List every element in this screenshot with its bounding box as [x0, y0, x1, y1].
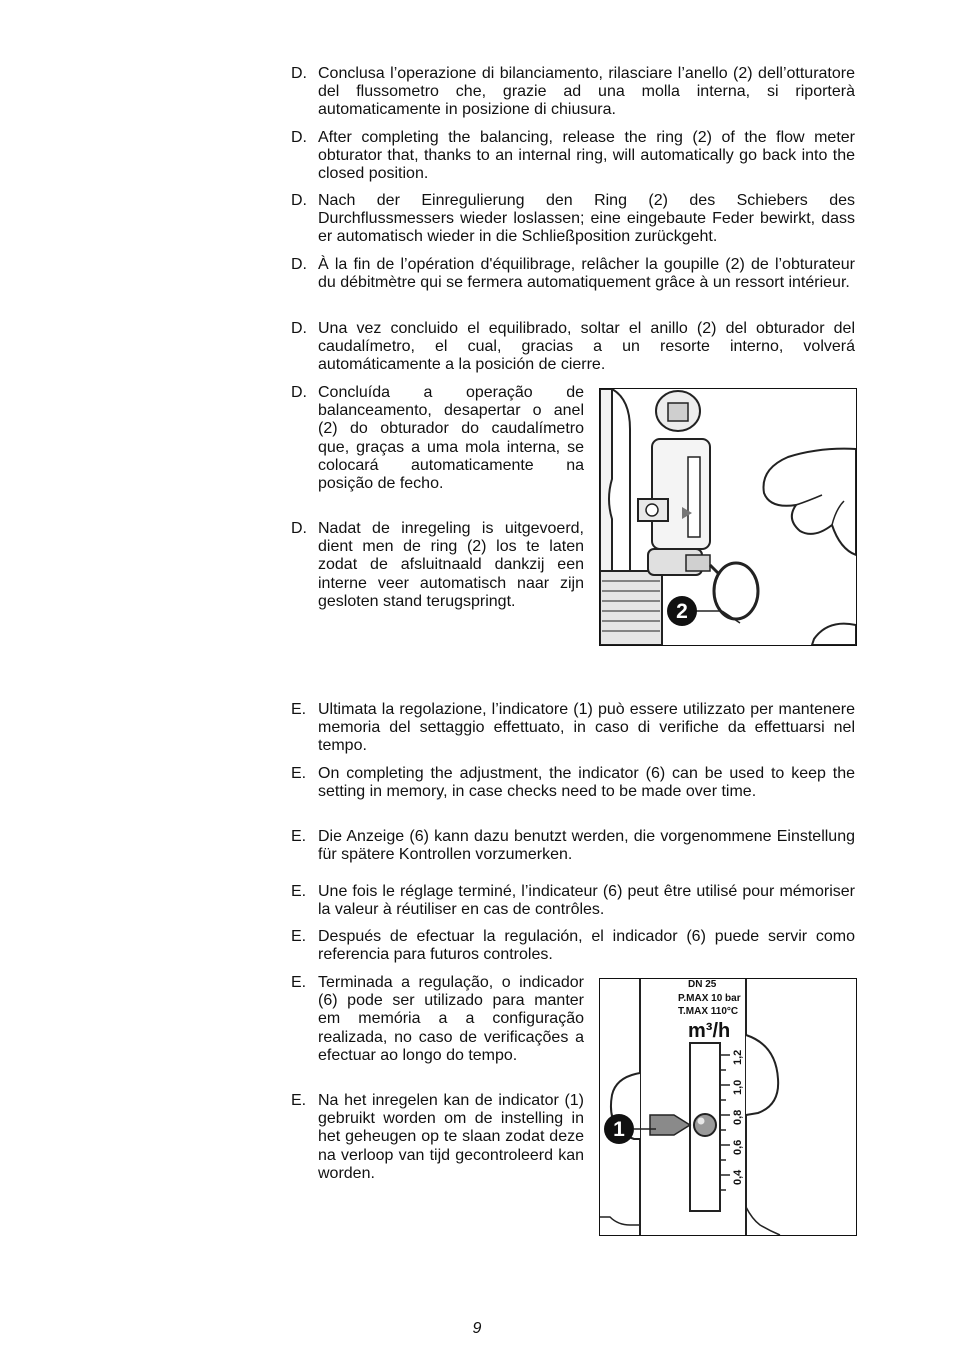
- paragraph-text: À la fin de l’opération d'équilibrage, relâcher la goupille (2) de l’obturateur du débitmètre qui se fermera automatiquement grâce à un ressort intérieur.: [318, 256, 855, 292]
- paragraph-d-pt: [291, 384, 584, 493]
- paragraph-text: Une fois le réglage terminé, l’indicateur (6) peut être utilisé pour mémoriser la valeur à réutiliser en cas de contrôles.: [318, 883, 855, 919]
- item-letter: D.: [291, 384, 307, 401]
- paragraph-e-fr: [291, 883, 855, 919]
- item-letter: E.: [291, 928, 307, 945]
- scale-label-0-6: 0,6: [732, 1139, 744, 1155]
- callout-1-label: 1: [613, 1118, 625, 1141]
- item-letter: D.: [291, 192, 307, 209]
- paragraph-e-pt: [291, 974, 584, 1065]
- scale-label-0-8: 0,8: [732, 1109, 744, 1125]
- paragraph-e-de: [291, 828, 855, 864]
- paragraph-d-de: [291, 192, 855, 247]
- paragraph-e-nl: [291, 1092, 584, 1183]
- item-letter: D.: [291, 256, 307, 273]
- paragraph-text: On completing the adjustment, the indicator (6) can be used to keep the setting in memory, in case checks need to be made over time.: [318, 765, 855, 801]
- item-letter: D.: [291, 520, 307, 537]
- unit-label: m³/h: [688, 1020, 731, 1042]
- item-letter: E.: [291, 828, 307, 845]
- paragraph-d-fr: [291, 256, 855, 292]
- paragraph-text: Na het inregelen kan de indicator (1) gebruikt worden om de instelling in het geheugen op te slaan zodat deze na verloop van tijd gecontroleerd kan worden.: [318, 1092, 584, 1182]
- scale-ticks: [720, 1055, 730, 1190]
- indicator-pointer: [650, 1115, 690, 1135]
- item-letter: E.: [291, 1092, 307, 1109]
- flow-meter-ring-illustration: [600, 389, 856, 645]
- tmax-label: T.MAX 110°C: [678, 1006, 739, 1017]
- paragraph-e-es: [291, 928, 855, 964]
- item-letter: E.: [291, 701, 307, 718]
- figure-obturator-ring: [599, 388, 857, 646]
- scale-label-1-2: 1,2: [732, 1049, 744, 1065]
- paragraph-text: Die Anzeige (6) kann dazu benutzt werden, die vorgenommene Einstellung für spätere Kontrollen vorzumerken.: [318, 828, 855, 864]
- scale-label-0-4: 0,4: [732, 1169, 744, 1185]
- flow-meter-scale-illustration: [600, 979, 856, 1235]
- paragraph-text: Nadat de inregeling is uitgevoerd, dient men de ring (2) los te laten zodat de afsluitnaald dankzij een interne veer automatisch naar zijn gesloten stand terugspringt.: [318, 520, 584, 610]
- paragraph-text: Terminada a regulação, o indicador (6) pode ser utilizado para manter em memória a a configuração realizada, no caso de verificações a efectuar ao longo do tempo.: [318, 974, 584, 1064]
- figure-indicator-scale: [599, 978, 857, 1236]
- item-letter: D.: [291, 65, 307, 82]
- paragraph-d-en: [291, 129, 855, 184]
- paragraph-text: Conclusa l’operazione di bilanciamento, rilasciare l’anello (2) dell’otturatore del flussometro che, grazie ad una molla interna, si riporterà automaticamente in posizione di chiusura.: [318, 65, 855, 119]
- item-letter: E.: [291, 883, 307, 900]
- paragraph-text: Una vez concluido el equilibrado, soltar el anillo (2) del obturador del caudalímetro, el cual, gracias a un resorte interno, volverá automáticamente a la posición de cierre.: [318, 320, 855, 374]
- page-number: 9: [472, 1320, 482, 1337]
- paragraph-text: After completing the balancing, release the ring (2) of the flow meter obturator that, thanks to an internal ring, will automatically go back into the closed position.: [318, 129, 855, 183]
- paragraph-d-es: [291, 320, 855, 375]
- scale-label-1-0: 1,0: [732, 1079, 744, 1095]
- item-letter: E.: [291, 974, 307, 991]
- paragraph-d-nl: [291, 520, 584, 611]
- paragraph-text: Después de efectuar la regulación, el indicador (6) puede servir como referencia para futuros controles.: [318, 928, 855, 964]
- paragraph-text: Ultimata la regolazione, l’indicatore (1) può essere utilizzato per mantenere memoria del settaggio effettuato, in caso di verifiche da effettuarsi nel tempo.: [318, 701, 855, 755]
- dn-label: DN 25: [688, 979, 717, 990]
- float-ball: [694, 1114, 716, 1136]
- paragraph-e-en: [291, 765, 855, 801]
- paragraph-e-it: [291, 701, 855, 756]
- pmax-label: P.MAX 10 bar: [678, 993, 741, 1004]
- paragraph-text: Nach der Einregulierung den Ring (2) des Schiebers des Durchflussmessers wieder loslassen; eine eingebaute Feder bewirkt, dass er automatisch wieder in die Schließposition zurückgeht.: [318, 192, 855, 246]
- item-letter: E.: [291, 765, 307, 782]
- item-letter: D.: [291, 320, 307, 337]
- callout-2-label: 2: [676, 600, 688, 623]
- item-letter: D.: [291, 129, 307, 146]
- paragraph-text: Concluída a operação de balanceamento, desapertar o anel (2) do obturador do caudalímetro que, graças a uma mola interna, se colocará automaticamente na posição de fecho.: [318, 384, 584, 493]
- paragraph-d-it: [291, 65, 855, 120]
